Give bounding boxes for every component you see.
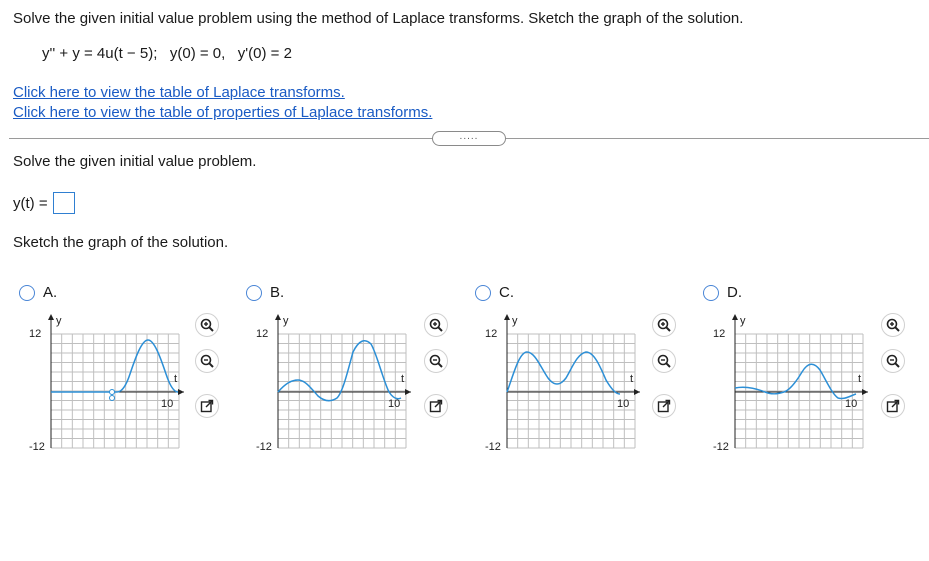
option-b-y-axis-label: y — [283, 315, 289, 327]
option-b-graph — [253, 310, 413, 460]
answer-row — [13, 192, 75, 214]
zoom-in-icon — [429, 318, 443, 332]
option-c-x-axis-label: t — [630, 373, 634, 385]
option-d-radio[interactable] — [703, 285, 719, 301]
option-d-zoom-out-button[interactable] — [881, 349, 905, 373]
option-a-open-point-2 — [110, 396, 115, 401]
option-d-x-axis-label: t — [858, 373, 862, 385]
option-c-y-min-label: -12 — [485, 441, 501, 453]
option-d-y-min-label: -12 — [713, 441, 729, 453]
option-b-y-min-label: -12 — [256, 441, 272, 453]
option-c-popout-button[interactable] — [652, 394, 676, 418]
option-a-x-axis-label: t — [174, 373, 178, 385]
option-c-zoom-out-button[interactable] — [652, 349, 676, 373]
option-d-popout-button[interactable] — [881, 394, 905, 418]
laplace-properties-link[interactable]: Click here to view the table of properties of Laplace transforms. — [13, 104, 433, 121]
answer-input[interactable] — [53, 192, 75, 214]
more-button-dots: ..... — [459, 131, 479, 142]
zoom-out-icon — [886, 354, 900, 368]
option-a-y-min-label: -12 — [29, 441, 45, 453]
option-b-zoom-out-button[interactable] — [424, 349, 448, 373]
option-d-letter: D. — [727, 284, 742, 301]
part1-label: Solve the given initial value problem. — [13, 153, 257, 170]
option-c[interactable] — [475, 284, 514, 301]
zoom-out-icon — [657, 354, 671, 368]
zoom-in-icon — [200, 318, 214, 332]
option-c-y-max-label: 12 — [485, 328, 498, 340]
option-d-zoom-in-button[interactable] — [881, 313, 905, 337]
option-d[interactable] — [703, 284, 742, 301]
option-a[interactable] — [19, 284, 57, 301]
popout-icon — [200, 399, 214, 413]
option-c-x-tick-label: 10 — [617, 398, 630, 410]
option-b-y-max-label: 12 — [256, 328, 269, 340]
option-a-zoom-in-button[interactable] — [195, 313, 219, 337]
option-c-letter: C. — [499, 284, 514, 301]
option-c-graph — [482, 310, 642, 460]
option-b-letter: B. — [270, 284, 285, 301]
option-b-popout-button[interactable] — [424, 394, 448, 418]
popout-icon — [429, 399, 443, 413]
option-a-x-tick-label: 10 — [161, 398, 174, 410]
option-d-y-axis-label: y — [740, 315, 746, 327]
option-c-y-axis-label: y — [512, 315, 518, 327]
option-d-x-tick-label: 10 — [845, 398, 858, 410]
option-d-y-max-label: 12 — [713, 328, 726, 340]
answer-prefix: y(t) = — [13, 194, 48, 212]
zoom-in-icon — [886, 318, 900, 332]
option-a-popout-button[interactable] — [195, 394, 219, 418]
option-a-letter: A. — [43, 284, 58, 301]
zoom-out-icon — [429, 354, 443, 368]
zoom-out-icon — [200, 354, 214, 368]
option-a-y-max-label: 12 — [29, 328, 42, 340]
option-b-x-tick-label: 10 — [388, 398, 401, 410]
question-prompt: Solve the given initial value problem using the method of Laplace transforms. Sketch the graph of the solution. — [13, 10, 744, 27]
more-button[interactable] — [432, 131, 506, 146]
popout-icon — [886, 399, 900, 413]
option-a-radio[interactable] — [19, 285, 35, 301]
option-a-open-point — [110, 390, 115, 395]
popout-icon — [657, 399, 671, 413]
option-c-zoom-in-button[interactable] — [652, 313, 676, 337]
option-d-graph — [710, 310, 870, 460]
option-b[interactable] — [246, 284, 284, 301]
option-b-radio[interactable] — [246, 285, 262, 301]
differential-equation: y'' + y = 4u(t − 5); y(0) = 0, y'(0) = 2 — [42, 45, 292, 62]
option-c-radio[interactable] — [475, 285, 491, 301]
laplace-table-link[interactable]: Click here to view the table of Laplace transforms. — [13, 84, 345, 101]
option-a-y-axis-label: y — [56, 315, 62, 327]
option-b-zoom-in-button[interactable] — [424, 313, 448, 337]
option-b-x-axis-label: t — [401, 373, 405, 385]
part2-label: Sketch the graph of the solution. — [13, 234, 229, 251]
option-a-graph — [26, 310, 186, 460]
zoom-in-icon — [657, 318, 671, 332]
option-a-zoom-out-button[interactable] — [195, 349, 219, 373]
